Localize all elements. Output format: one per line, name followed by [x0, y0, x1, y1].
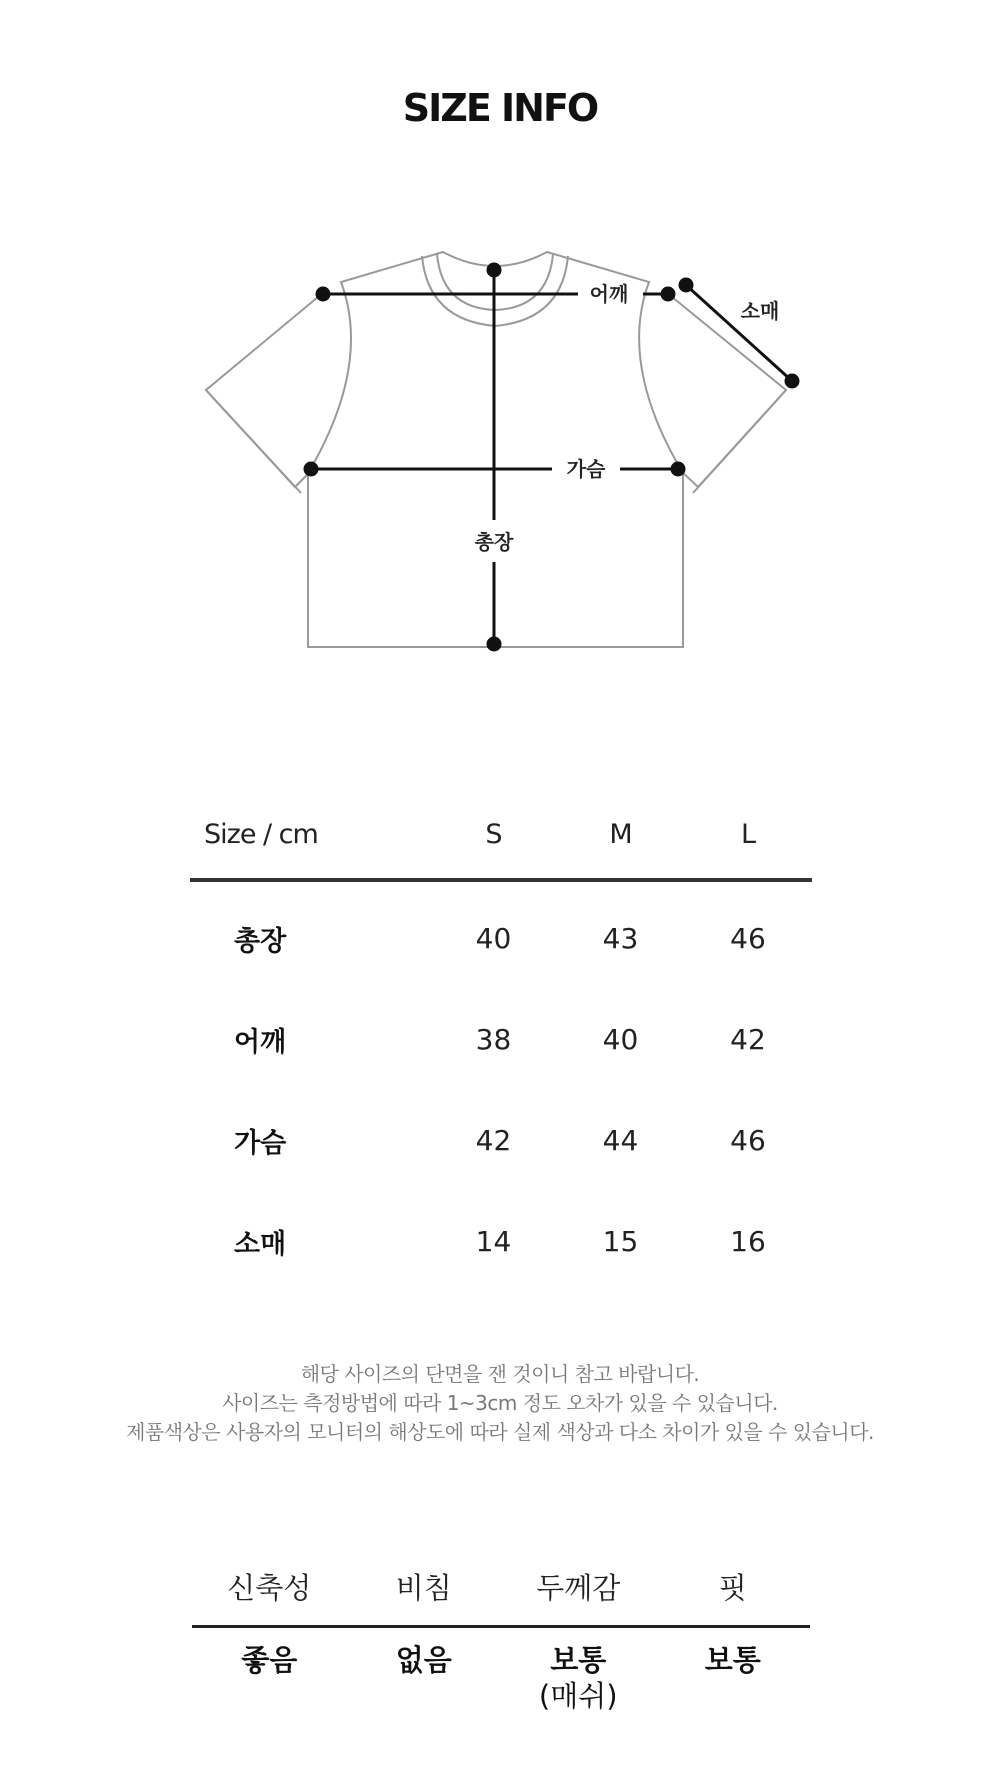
fabric-info-values [192, 1628, 810, 1714]
row-label: 가슴 [234, 1128, 287, 1159]
table-row [190, 1191, 812, 1292]
value-thickness-sub: (매쉬) [538, 1679, 618, 1713]
header-size-l: L [740, 818, 756, 850]
row-label: 소매 [234, 1229, 287, 1260]
row-label: 총장 [234, 926, 287, 957]
header-thickness: 두께감 [536, 1571, 621, 1605]
fabric-info-header [192, 1548, 810, 1628]
cell-value: 14 [475, 1225, 512, 1258]
value-thickness-cell [501, 1642, 656, 1714]
sleeve-label: 소매 [740, 299, 780, 323]
cell-value: 16 [730, 1225, 766, 1258]
tshirt-measurement-diagram [0, 0, 1000, 720]
header-size-s: S [485, 818, 502, 850]
note-line: 제품색상은 사용자의 모니터의 해상도에 따라 실제 색상과 다소 차이가 있을 수 있습니다. [126, 1420, 874, 1444]
cell-value: 43 [602, 922, 639, 955]
header-sheerness: 비침 [395, 1571, 452, 1605]
cell-value: 42 [730, 1023, 766, 1056]
shoulder-left-point [317, 288, 329, 300]
value-sheerness: 없음 [395, 1643, 452, 1677]
value-stretch: 좋음 [241, 1643, 298, 1677]
chest-label: 가슴 [566, 457, 606, 481]
table-row [190, 989, 812, 1090]
table-row [190, 1090, 812, 1191]
cell-value: 40 [475, 922, 512, 955]
header-size-unit: Size / cm [204, 818, 318, 850]
size-table [190, 790, 812, 1292]
shoulder-right-point [662, 288, 674, 300]
tshirt-outline [206, 252, 786, 647]
header-stretch: 신축성 [227, 1571, 312, 1605]
note-line: 해당 사이즈의 단면을 잰 것이니 참고 바랍니다. [300, 1362, 700, 1386]
value-thickness: 보통 [550, 1643, 607, 1677]
size-table-header [190, 790, 812, 882]
size-notes [0, 1360, 1000, 1447]
value-fit: 보통 [704, 1643, 761, 1677]
table-row [190, 888, 812, 989]
shoulder-label: 어깨 [589, 282, 629, 306]
cell-value: 46 [730, 1124, 766, 1157]
fabric-info-table [192, 1548, 810, 1714]
length-label: 총장 [474, 530, 514, 554]
cell-value: 46 [730, 922, 766, 955]
cell-value: 40 [602, 1023, 639, 1056]
row-label: 어깨 [234, 1027, 287, 1058]
header-fit: 핏 [718, 1571, 747, 1605]
header-size-m: M [609, 818, 632, 850]
page-title: SIZE INFO [402, 86, 598, 130]
cell-value: 42 [475, 1124, 512, 1157]
cell-value: 38 [475, 1023, 512, 1056]
cell-value: 15 [602, 1225, 639, 1258]
cell-value: 44 [602, 1124, 639, 1157]
note-line: 사이즈는 측정방법에 따라 1~3cm 정도 오차가 있을 수 있습니다. [222, 1391, 778, 1415]
